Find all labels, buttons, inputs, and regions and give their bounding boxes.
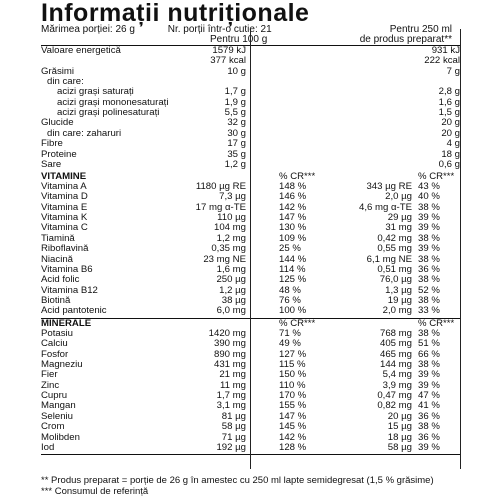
value-per-250ml: 18 g [441,148,460,160]
value-per-100g: 32 g [227,117,246,129]
value-per-100g: 390 mg [214,338,246,350]
value-per-250ml: 0,6 g [438,158,460,170]
nutrient-name: Fier [41,369,58,381]
value-per-250ml: 931 kJ [431,45,460,56]
value-per-250ml: 2,0 µg [385,191,412,203]
value-per-100g: 38 µg [221,294,246,306]
nutrient-name: Proteine [41,148,77,160]
nutrient-name: Glucide [41,117,74,129]
cr-per-100g: 100 % [279,305,307,317]
value-per-100g: 21 mg [219,369,246,381]
value-per-100g: 58 µg [221,421,246,433]
value-per-100g: 1,7 mg [216,390,246,402]
nutrient-name: din care: [47,76,84,87]
nutrient-name: Vitamina E [41,201,88,213]
value-per-100g: 6,0 mg [216,305,246,317]
value-per-100g: 1,7 g [224,86,246,98]
value-per-100g: 5,5 g [224,107,246,119]
value-per-100g: 3,1 mg [216,400,246,412]
cr-per-100g: 71 % [279,328,301,339]
nutrient-name: acizi grași mononesaturați [57,96,169,108]
cr-per-100g: 76 % [279,294,301,306]
nutrient-name: Acid pantotenic [41,305,107,317]
value-per-100g: 250 µg [216,274,246,286]
cr-per-250ml: 39 % [418,212,440,224]
value-per-100g: 890 mg [214,348,246,360]
nutrient-name: Vitamina C [41,222,88,234]
cr-per-100g: 130 % [279,222,307,234]
value-per-250ml: 4 g [446,138,460,150]
value-per-250ml: 1,5 g [438,107,460,119]
cr-per-100g: 148 % [279,181,307,192]
value-per-250ml: 144 mg [380,359,412,370]
value-per-100g: 10 g [227,65,246,77]
cr-per-100g: 146 % [279,191,307,203]
col-header-per250-line1: Pentru 250 ml [389,24,452,35]
nutrient-name: Fibre [41,138,63,150]
value-per-250ml: 0,51 mg [377,263,412,275]
cr-per-250ml: 39 % [418,441,440,453]
cr-per-100g: 128 % [279,441,307,453]
value-per-100g: 17 g [227,138,246,150]
nutrient-name: Sare [41,158,62,170]
value-per-250ml: 18 µg [387,431,412,443]
cr-per-250ml: 38 % [418,294,440,306]
nutrient-name: Calciu [41,338,68,350]
nutrient-name: acizi grași saturați [57,86,134,98]
nutrient-name: Riboflavină [41,243,89,255]
cr-per-250ml: 38 % [418,253,440,265]
value-per-250ml: 0,47 mg [377,390,412,402]
value-per-100g: 0,35 mg [211,243,246,255]
value-per-100g: 1579 kJ [212,45,246,56]
nutrient-name: Mangan [41,400,76,412]
value-per-250ml: 15 µg [387,421,412,433]
value-per-100g: 431 mg [214,359,246,370]
nutrient-name: Tiamină [41,232,75,244]
value-per-250ml: 3,9 mg [382,379,412,391]
value-per-250ml: 19 µg [387,294,412,306]
nutrient-name: din care: zaharuri [47,127,122,139]
value-per-250ml: 0,55 mg [377,243,412,255]
footnote-reference: *** Consumul de referință [41,486,149,497]
cr-per-250ml: 40 % [418,191,440,203]
nutrient-name: Potasiu [41,328,73,339]
value-per-100g: 1,9 g [224,96,246,108]
value-per-100g: 71 µg [221,431,246,443]
cr-per-250ml: 41 % [418,400,440,412]
value-per-250ml: 29 µg [387,212,412,224]
value-per-100g: 1420 mg [208,328,246,339]
cr-per-100g: 127 % [279,348,307,360]
value-per-250ml: 20 g [441,117,460,129]
nutrient-name: Grăsimi [41,65,75,77]
cr-per-100g: 170 % [279,390,307,402]
nutrient-name: Niacină [41,253,73,265]
minerals-header: MINERALE [41,317,92,329]
nutrient-name: Fosfor [41,348,69,360]
value-per-250ml: 4,6 mg α-TE [359,201,412,213]
value-per-100g: 1,6 mg [216,263,246,275]
value-per-100g: 30 g [227,127,246,139]
value-per-100g: 1,2 µg [219,284,246,296]
nutrient-name: Vitamina D [41,191,88,203]
nutrient-name: Vitamina B6 [41,263,93,275]
serving-size: Mărimea porției: 26 g [41,24,135,35]
cr-header: % CR*** [279,170,316,182]
cr-header: % CR*** [418,170,455,182]
cr-per-100g: 144 % [279,253,307,265]
cr-per-100g: 142 % [279,431,307,443]
cr-per-100g: 145 % [279,421,307,433]
cr-per-100g: 110 % [279,379,306,391]
nutrient-name: Vitamina K [41,212,88,224]
cr-per-100g: 49 % [279,338,301,350]
footnote-prepared: ** Produs preparat = porție de 26 g în amestec cu 250 ml lapte semidegresat (1,5 % grăsime) [41,475,434,486]
cr-per-250ml: 43 % [418,181,440,192]
value-per-100g: 192 µg [216,441,246,453]
cr-per-250ml: 38 % [418,421,440,433]
value-per-100g: 1,2 g [224,158,246,170]
page-title: Informații nutriționale [41,0,310,27]
value-per-100g: 377 kcal [210,55,246,67]
value-per-250ml: 465 mg [380,348,412,360]
cr-per-100g: 109 % [279,232,307,244]
vitamins-header: VITAMINE [41,170,87,182]
col-header-per250-line2: de produs preparat** [359,34,452,45]
cr-per-100g: 142 % [279,201,307,213]
nutrient-name: Biotină [41,294,71,306]
value-per-250ml: 6,1 mg NE [366,253,412,265]
cr-per-100g: 155 % [279,400,307,412]
cr-per-250ml: 38 % [418,274,440,286]
nutrient-name: Acid folic [41,274,80,286]
cr-per-100g: 150 % [279,369,307,381]
value-per-250ml: 58 µg [387,441,412,453]
cr-per-250ml: 33 % [418,305,440,317]
cr-per-250ml: 36 % [418,263,440,275]
servings-per-box: Nr. porții într-o cutie: 21 [167,24,272,35]
value-per-100g: 1180 µg RE [195,181,246,192]
nutrient-name: Magneziu [41,359,83,370]
nutrient-name: Seleniu [41,410,74,422]
value-per-250ml: 5,4 mg [382,369,412,381]
value-per-250ml: 1,3 µg [385,284,412,296]
cr-per-250ml: 47 % [418,390,440,402]
value-per-100g: 17 mg α-TE [195,201,246,213]
value-per-100g: 11 mg [220,379,246,391]
value-per-250ml: 0,42 mg [377,232,412,244]
value-per-250ml: 0,82 mg [377,400,412,412]
value-per-250ml: 343 µg RE [366,181,412,192]
value-per-100g: 1,2 mg [216,232,246,244]
cr-per-100g: 114 % [279,263,306,275]
cr-per-100g: 25 % [279,243,301,255]
value-per-100g: 110 µg [217,212,246,224]
value-per-250ml: 7 g [446,65,460,77]
value-per-100g: 81 µg [221,410,246,422]
value-per-250ml: 2,0 mg [382,305,412,317]
cr-per-250ml: 52 % [418,284,440,296]
value-per-100g: 7,3 µg [219,191,246,203]
value-per-250ml: 20 µg [387,410,412,422]
cr-per-250ml: 66 % [418,348,440,360]
value-per-100g: 104 mg [214,222,246,234]
cr-per-250ml: 39 % [418,243,440,255]
value-per-250ml: 405 mg [380,338,412,350]
nutrient-name: Vitamina A [41,181,87,192]
nutrient-name: Vitamina B12 [41,284,98,296]
cr-per-100g: 48 % [279,284,301,296]
nutrient-name: Molibden [41,431,80,443]
cr-per-250ml: 38 % [418,328,440,339]
cr-per-250ml: 39 % [418,222,440,234]
cr-header: % CR*** [279,317,316,329]
cr-per-250ml: 38 % [418,201,440,213]
cr-per-250ml: 36 % [418,410,440,422]
cr-per-250ml: 39 % [418,369,440,381]
value-per-100g: 23 mg NE [203,253,246,265]
cr-per-250ml: 36 % [418,431,440,443]
nutrient-name: Valoare energetică [41,45,121,56]
cr-per-250ml: 51 % [418,338,440,350]
cr-per-100g: 115 % [279,359,306,370]
cr-per-250ml: 39 % [418,379,440,391]
value-per-250ml: 31 mg [385,222,412,234]
value-per-250ml: 20 g [441,127,460,139]
nutrient-name: acizi grași polinesaturați [57,107,160,119]
value-per-100g: 35 g [227,148,246,160]
value-per-250ml: 76,0 µg [379,274,412,286]
col-header-per100: Pentru 100 g [210,34,268,45]
value-per-250ml: 768 mg [380,328,412,339]
cr-per-250ml: 38 % [418,232,440,244]
value-per-250ml: 222 kcal [424,55,460,67]
nutrient-name: Iod [41,441,55,453]
cr-per-100g: 147 % [279,212,307,224]
vsep-left [250,29,251,469]
nutrient-name: Cupru [41,390,68,402]
cr-header: % CR*** [418,317,455,329]
cr-per-250ml: 38 % [418,359,440,370]
nutrient-name: Crom [41,421,65,433]
nutrient-name: Zinc [41,379,60,391]
cr-per-100g: 125 % [279,274,307,286]
value-per-250ml: 2,8 g [438,86,460,98]
cr-per-100g: 147 % [279,410,307,422]
value-per-250ml: 1,6 g [438,96,460,108]
vsep-right [460,29,461,469]
